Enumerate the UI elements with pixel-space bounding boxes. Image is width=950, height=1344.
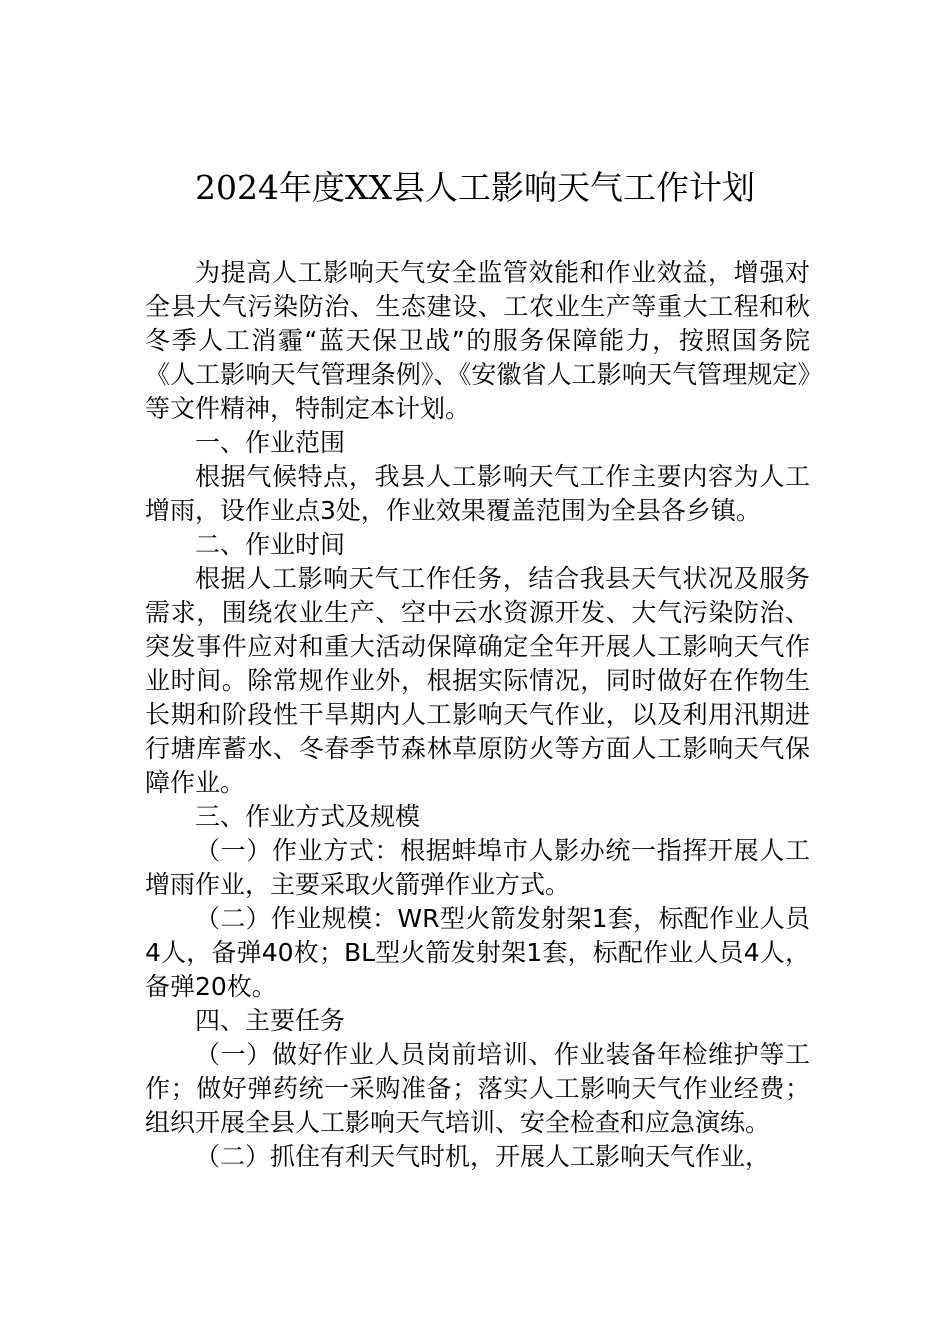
intro-paragraph: 为提高人工影响天气安全监管效能和作业效益，增强对全县大气污染防治、生态建设、工农业生产等重大工程和秋冬季人工消霾“蓝天保卫战”的服务保障能力，按照国务院《人工影响天气管理条例》、《安徽省人工影响天气管理规定》等文件精神，特制定本计划。 [145,258,810,423]
tasks-paragraph-1: （一）做好作业人员岗前培训、作业装备年检维护等工作；做好弹药统一采购准备；落实人工影响天气作业经费；组织开展全县人工影响天气培训、安全检查和应急演练。 [145,1040,810,1137]
section-heading-time: 二、作业时间 [195,530,346,559]
document-title: 2024年度XX县人工影响天气工作计划 [195,168,755,207]
section-heading-method: 三、作业方式及规模 [195,802,421,831]
scale-paragraph: （二）作业规模：WR型火箭发射架1套，标配作业人员4人，备弹40枚；BL型火箭发射架1套，标配作业人员4人，备弹20枚。 [145,904,810,1001]
section-heading-scope: 一、作业范围 [195,428,346,457]
section-heading-tasks: 四、主要任务 [195,1006,346,1035]
tasks-paragraph-2: （二）抓住有利天气时机，开展人工影响天气作业， [195,1142,771,1171]
time-paragraph: 根据人工影响天气工作任务，结合我县天气状况及服务需求，围绕农业生产、空中云水资源开发、大气污染防治、突发事件应对和重大活动保障确定全年开展人工影响天气作业时间。除常规作业外，根据实际情况，同时做好在作物生长期和阶段性干旱期内人工影响天气作业，以及利用汛期进行塘库蓄水、冬春季节森林草原防火等方面人工影响天气保障作业。 [145,564,810,797]
document-body [145,256,810,1174]
method-paragraph: （一）作业方式：根据蚌埠市人影办统一指挥开展人工增雨作业，主要采取火箭弹作业方式。 [145,836,810,899]
scope-paragraph: 根据气候特点，我县人工影响天气工作主要内容为人工增雨，设作业点3处，作业效果覆盖范围为全县各乡镇。 [145,462,810,525]
